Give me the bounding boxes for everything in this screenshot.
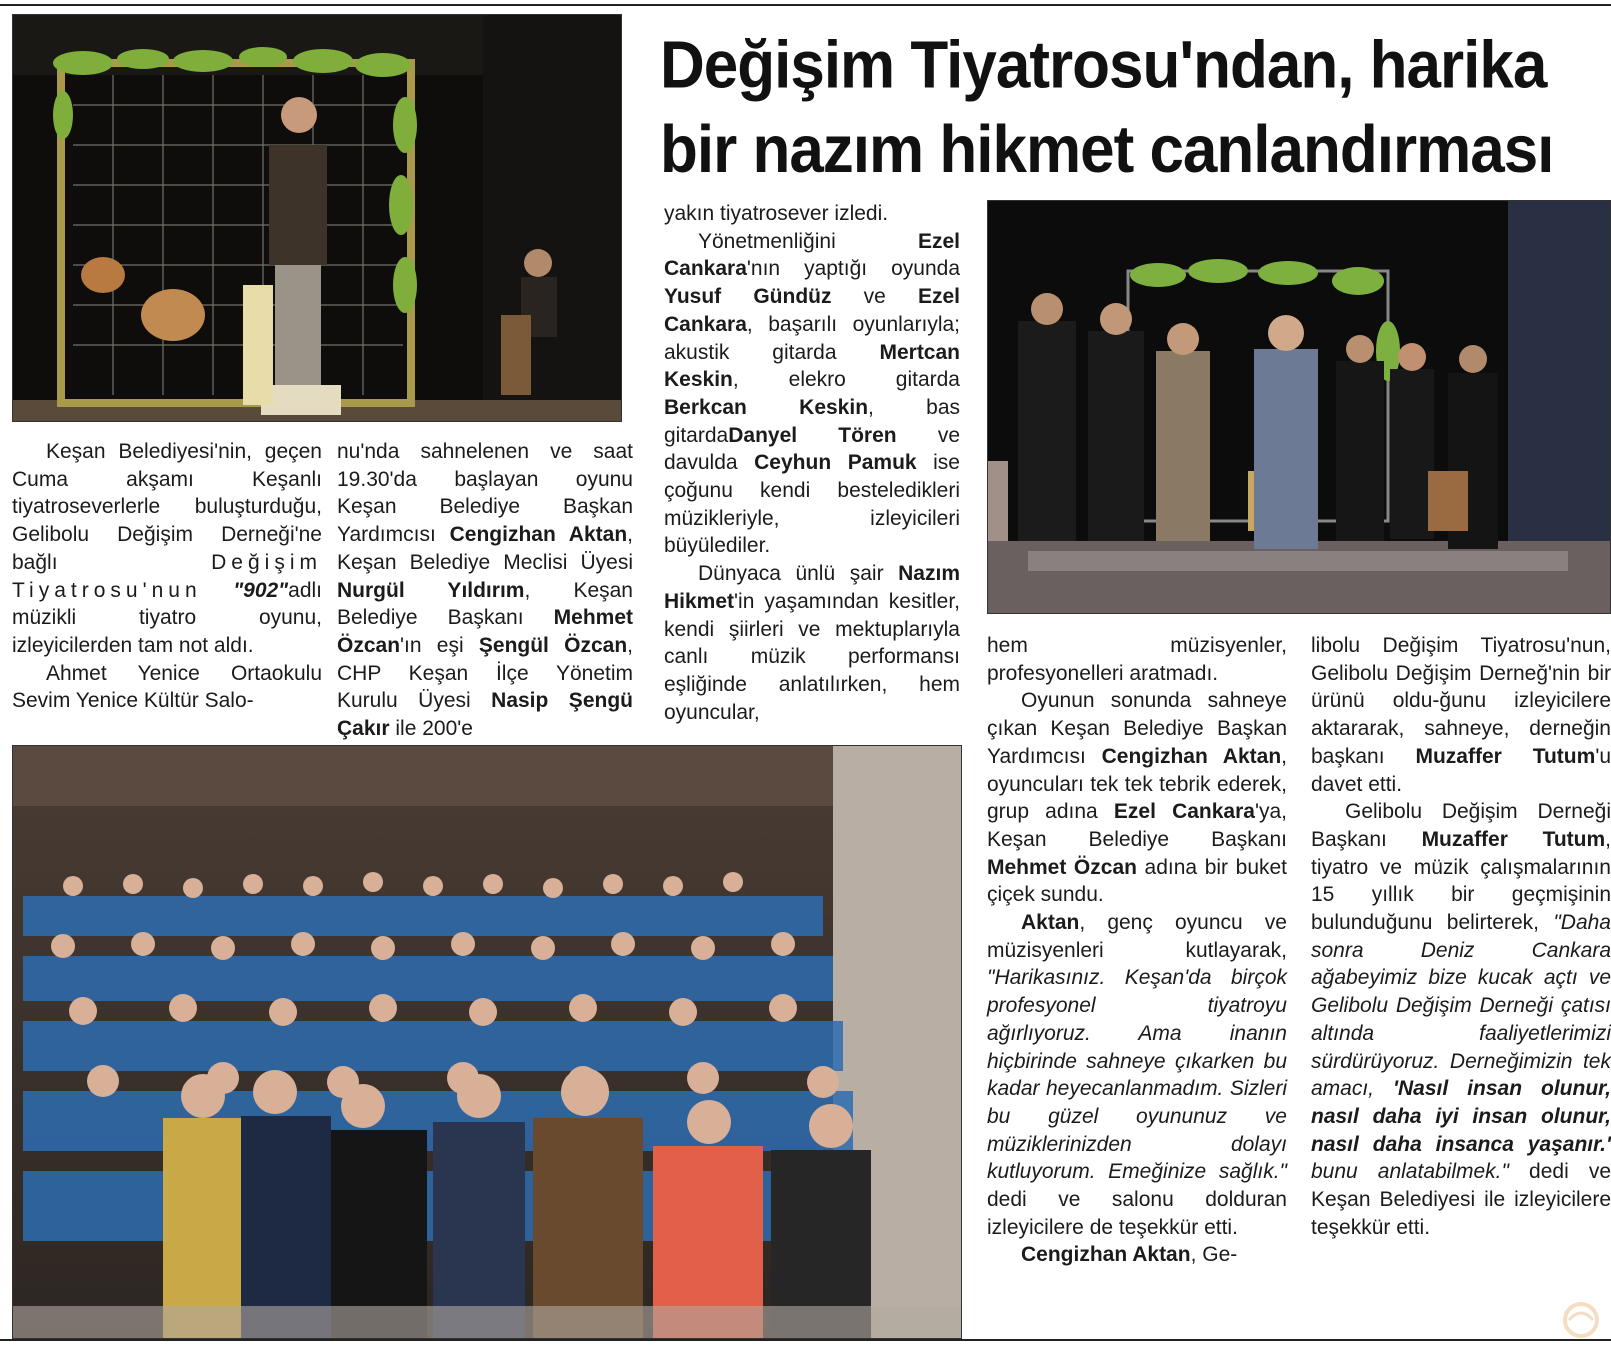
col5-text: , tiyatro ve müzik çalışmalarının 15 yıllık bir geçmişinin bulunduğunu belirterek,: [1311, 827, 1611, 935]
article-column-2: [337, 438, 633, 743]
headline: [660, 24, 1610, 192]
col3-text: , bas gitarda: [664, 395, 960, 447]
col1-paragraph-2: Ahmet Yenice Ortaokulu Sevim Yenice Kültür Salo-: [12, 661, 322, 713]
col2-name: Mehmet Özcan: [337, 606, 633, 657]
col4-paragraph-2: [987, 687, 1287, 909]
col3-text: ve davulda: [664, 423, 960, 475]
col2-text: , CHP Keşan İlçe Yönetim Kurulu Üyesi: [337, 633, 633, 713]
col4-name: Cengizhan Aktan: [1101, 744, 1282, 768]
col4-name: Mehmet Özcan: [987, 855, 1137, 879]
col5-paragraph-2: [1311, 798, 1611, 1241]
col5-name: Muzaffer Tutum: [1415, 744, 1596, 768]
col4-quote: "Harikasınız. Keşan'da birçok profesyonel tiyatroyu ağırlıyoruz. Ama inanın hiçbirinde sahneye çıkarken bu kadar heyecanlanmadım. Sizleri bu güzel oyununuz ve müziklerinizden dolayı kutluyorum. Emeğinize sağlık.": [987, 966, 1287, 1184]
col4-name: Cengizhan Aktan: [1021, 1243, 1191, 1267]
col3-name: Mertcan Keskin: [664, 340, 960, 392]
col3-text: ve: [831, 285, 918, 309]
col5-quote: "Daha sonra Deniz Cankara ağabeyimiz bize kucak açtı ve Gelibolu Değişim Derneği çatısı altında faaliyetlerimizi sürdürüyoruz. Derneğimizin tek amacı,: [1311, 911, 1611, 1101]
col5-text: 'u davet etti.: [1311, 744, 1611, 796]
col1-spaced-text: Değişim Tiyatrosu'nun: [12, 550, 322, 602]
col1-text: Keşan Belediyesi'nin, geçen Cuma akşamı Keşanlı tiyatroseverlerle buluşturduğu, Gelibolu Değişim Derneği'ne bağlı: [12, 440, 322, 574]
col5-quote: bunu anlatabilmek.": [1311, 1160, 1509, 1184]
col4-paragraph-3: [987, 909, 1287, 1241]
col3-paragraph-1: yakın tiyatrosever izledi.: [664, 202, 889, 225]
col3-name: Ceyhun Pamuk: [754, 451, 917, 475]
top-rule: [0, 4, 1611, 6]
cast-on-stage-photo: [987, 200, 1611, 614]
col3-paragraph-2: [664, 228, 960, 560]
col3-text: ise çoğunu kendi besteledikleri müzikleriyle, izleyicileri büyülediler.: [664, 451, 960, 558]
col4-text: dedi ve salonu dolduran izleyicilere de teşekkür etti.: [987, 1188, 1287, 1239]
col3-name: Ezel Cankara: [664, 229, 960, 281]
col4-text: 'ya, Keşan Belediye Başkanı: [987, 800, 1287, 851]
bottom-rule: [0, 1339, 1611, 1341]
col3-paragraph-3: [664, 560, 960, 726]
col2-text: , Keşan Belediye Meclisi Üyesi: [337, 523, 633, 574]
col2-text: 'ın eşi: [400, 633, 479, 657]
col3-text: , elekro gitarda: [732, 368, 960, 392]
col3-name: Nazım Hikmet: [664, 562, 960, 613]
col2-name: Şengül Özcan: [478, 633, 628, 657]
col3-name: Danyel Tören: [728, 423, 897, 447]
col5-text: libolu Değişim Tiyatrosu'nun, Gelibolu Değişim Derneğ'nin bir ürünü oldu-ğunu izleyicilere aktararak, sahneye, derneğin başkanı: [1311, 634, 1611, 768]
col2-text: nu'nda sahnelenen ve saat 19.30'da başlayan oyunu Keşan Belediye Başkan Yardımcısı: [337, 440, 633, 547]
col2-text: , Keşan Belediye Başkanı: [337, 578, 633, 630]
col4-paragraph-4: [987, 1241, 1287, 1269]
col4-text: , oyuncuları tek tek tebrik ederek, grup adına: [987, 744, 1287, 824]
col3-text: 'nın yaptığı oyunda: [746, 257, 960, 281]
col2-paragraph-1: [337, 438, 633, 743]
col4-name: Aktan: [1021, 911, 1080, 935]
col4-text: , genç oyuncu ve müzisyenleri kutlayarak,: [987, 911, 1287, 962]
col5-text: dedi ve Keşan Belediyesi ile izleyicilere teşekkür etti.: [1311, 1160, 1611, 1239]
watermark-stamp-icon: [1555, 1300, 1607, 1340]
col3-text: Yönetmenliğini: [698, 229, 918, 253]
col4-paragraph-1: hem müzisyenler, profesyonelleri aratmadı.: [987, 634, 1287, 685]
col3-name: Berkcan Keskin: [664, 395, 869, 419]
stage-performance-photo: [12, 14, 622, 422]
col2-name: Nurgül Yıldırım: [337, 578, 525, 602]
article-column-1: [12, 438, 322, 715]
col3-name: Yusuf Gündüz: [664, 285, 832, 309]
col1-play-title: "902": [233, 578, 289, 602]
col3-text: 'in yaşamından kesitler, kendi şiirleri ve mektuplarıyla canlı müzik performansı eşliğinde anlatılırken, hem oyuncular,: [664, 589, 960, 724]
col4-text: Oyunun sonunda sahneye çıkan Keşan Belediye Başkan Yardımcısı: [987, 689, 1287, 768]
col4-text: , Ge-: [1190, 1243, 1238, 1267]
col1-text: adlı müzikli tiyatro oyunu, izleyicilerden tam not aldı.: [12, 578, 322, 657]
article-column-3: [664, 200, 960, 726]
article-column-4: [987, 632, 1287, 1269]
col2-name: Cengizhan Aktan: [449, 523, 628, 547]
col1-paragraph-1: [12, 438, 322, 660]
headline-line-1: Değişim Tiyatrosu'ndan, harika: [660, 28, 1547, 103]
audience-photo: [12, 745, 962, 1339]
col4-name: Ezel Cankara: [1113, 800, 1255, 824]
col3-text: Dünyaca ünlü şair: [698, 562, 899, 586]
col4-text: adına bir buket çiçek sundu.: [987, 855, 1288, 907]
col5-motto: 'Nasıl insan olunur, nasıl daha iyi insan olunur, nasıl daha insanca yaşanır.': [1311, 1077, 1611, 1156]
headline-line-2: bir nazım hikmet canlandırması: [660, 112, 1554, 188]
col2-text: ile 200'e: [389, 717, 473, 741]
col3-text: , başarılı oyunlarıyla; akustik gitarda: [664, 312, 960, 364]
col3-name: Ezel Cankara: [664, 285, 960, 336]
article-column-5: [1311, 632, 1611, 1241]
col5-text: Gelibolu Değişim Derneği Başkanı: [1311, 800, 1611, 851]
col5-name: Muzaffer Tutum: [1421, 827, 1606, 851]
col5-paragraph-1: [1311, 632, 1611, 798]
col2-name: Nasip Şengü Çakır: [337, 689, 633, 741]
